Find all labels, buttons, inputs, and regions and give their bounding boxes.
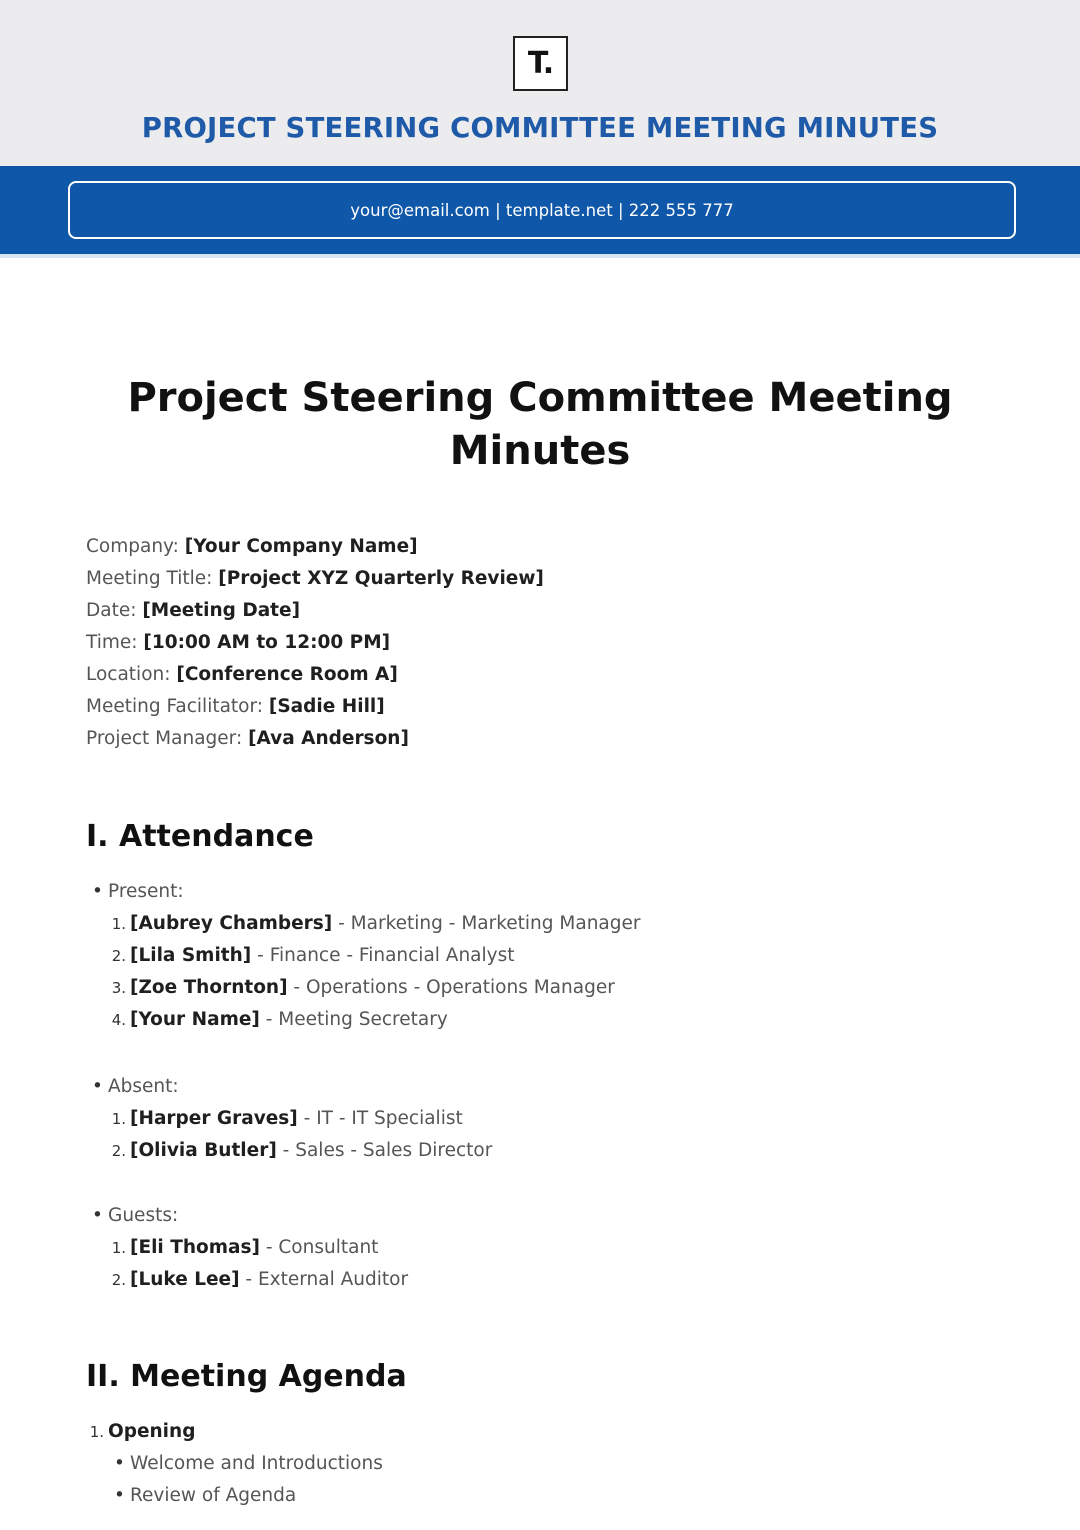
info-value: [Your Company Name] xyxy=(184,536,418,557)
agenda-subitem: Review of Agenda xyxy=(130,1485,297,1506)
info-value: [Conference Room A] xyxy=(176,664,398,685)
list-number: 1. xyxy=(111,1110,126,1128)
list-item xyxy=(86,1103,986,1135)
attendee-role: - IT - IT Specialist xyxy=(297,1108,463,1129)
attendee-name: [Zoe Thornton] xyxy=(130,977,288,998)
attendee-name: [Lila Smith] xyxy=(130,945,252,966)
list-item xyxy=(86,908,986,940)
list-item xyxy=(86,1480,986,1512)
info-label: Date: xyxy=(86,600,143,621)
attendee-role: - Marketing - Marketing Manager xyxy=(332,913,641,934)
attendee-role: - External Auditor xyxy=(239,1269,409,1290)
info-label: Meeting Facilitator: xyxy=(86,696,269,717)
info-meeting-title xyxy=(86,563,986,595)
info-value: [Sadie Hill] xyxy=(268,696,385,717)
info-facilitator xyxy=(86,691,986,723)
list-number: 1. xyxy=(89,1423,104,1441)
attendee-role: - Sales - Sales Director xyxy=(276,1140,493,1161)
bullet-icon: • xyxy=(92,881,103,902)
list-item xyxy=(86,1232,986,1264)
list-item xyxy=(86,1004,986,1036)
bullet-icon: • xyxy=(114,1453,125,1474)
info-label: Location: xyxy=(86,664,177,685)
list-number: 1. xyxy=(111,915,126,933)
logo xyxy=(513,36,568,91)
bullet-icon: • xyxy=(92,1205,103,1226)
meeting-info xyxy=(86,531,986,755)
list-item xyxy=(86,1448,986,1480)
attendance-present xyxy=(86,876,986,1036)
contact-bar xyxy=(68,181,1016,239)
header-band-divider xyxy=(0,254,1080,258)
agenda-list xyxy=(86,1416,986,1512)
bullet-icon: • xyxy=(114,1485,125,1506)
info-value: [Meeting Date] xyxy=(142,600,301,621)
attendee-name: [Harper Graves] xyxy=(130,1108,298,1129)
list-number: 3. xyxy=(111,979,126,997)
header-title: PROJECT STEERING COMMITTEE MEETING MINUTES xyxy=(141,112,939,144)
attendee-name: [Luke Lee] xyxy=(130,1269,240,1290)
list-item xyxy=(86,1071,986,1103)
present-label: Present: xyxy=(108,881,184,902)
list-item xyxy=(86,1416,986,1448)
info-label: Project Manager: xyxy=(86,728,249,749)
logo-text: T. xyxy=(527,46,554,81)
guests-label: Guests: xyxy=(108,1205,179,1226)
document-title: Project Steering Committee Meeting Minutes xyxy=(127,375,953,474)
list-number: 2. xyxy=(111,1271,126,1289)
info-label: Meeting Title: xyxy=(86,568,219,589)
attendee-role: - Operations - Operations Manager xyxy=(287,977,615,998)
attendee-role: - Consultant xyxy=(259,1237,379,1258)
info-date xyxy=(86,595,986,627)
section-heading-agenda: II. Meeting Agenda xyxy=(86,1359,407,1394)
bullet-icon: • xyxy=(92,1076,103,1097)
list-item xyxy=(86,1135,986,1167)
list-item xyxy=(86,940,986,972)
agenda-subitem: Welcome and Introductions xyxy=(130,1453,383,1474)
info-label: Company: xyxy=(86,536,185,557)
attendee-name: [Aubrey Chambers] xyxy=(130,913,333,934)
info-value: [Ava Anderson] xyxy=(248,728,409,749)
info-time xyxy=(86,627,986,659)
attendee-name: [Eli Thomas] xyxy=(130,1237,260,1258)
attendee-name: [Your Name] xyxy=(130,1009,260,1030)
list-number: 2. xyxy=(111,947,126,965)
section-heading-attendance: I. Attendance xyxy=(86,819,314,854)
list-number: 2. xyxy=(111,1142,126,1160)
list-number: 1. xyxy=(111,1239,126,1257)
list-item xyxy=(86,1200,986,1232)
agenda-item-title: Opening xyxy=(108,1421,196,1442)
list-item xyxy=(86,876,986,908)
attendance-guests xyxy=(86,1200,986,1296)
info-value: [Project XYZ Quarterly Review] xyxy=(218,568,544,589)
info-location xyxy=(86,659,986,691)
list-item xyxy=(86,972,986,1004)
attendee-name: [Olivia Butler] xyxy=(130,1140,277,1161)
absent-label: Absent: xyxy=(108,1076,179,1097)
info-project-manager xyxy=(86,723,986,755)
list-item xyxy=(86,1264,986,1296)
info-label: Time: xyxy=(86,632,144,653)
list-number: 4. xyxy=(111,1011,126,1029)
attendee-role: - Finance - Financial Analyst xyxy=(251,945,515,966)
info-value: [10:00 AM to 12:00 PM] xyxy=(143,632,391,653)
attendance-absent xyxy=(86,1071,986,1167)
info-company xyxy=(86,531,986,563)
attendee-role: - Meeting Secretary xyxy=(259,1009,448,1030)
contact-text: your@email.com | template.net | 222 555 777 xyxy=(350,200,734,220)
